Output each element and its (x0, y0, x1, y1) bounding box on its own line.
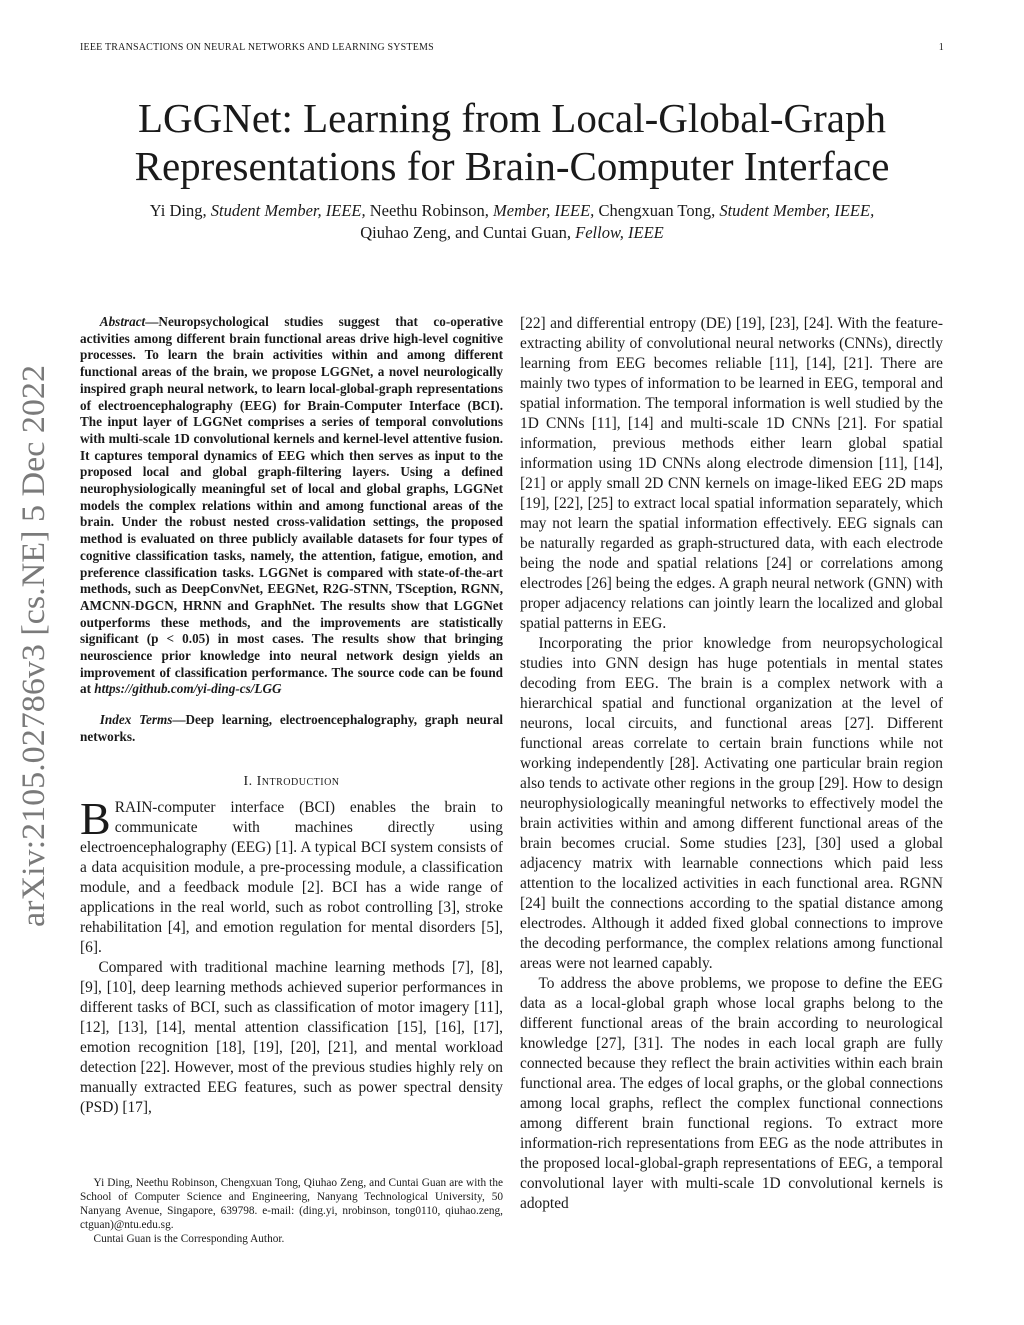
intro-paragraph-1 (80, 792, 503, 958)
footnotes (80, 1176, 503, 1246)
code-link[interactable]: https://github.com/yi-ding-cs/LGG (94, 681, 282, 697)
author-list (80, 200, 944, 244)
index-terms-text: —Deep learning, electroencephalography, graph neural networks. (80, 712, 503, 744)
arxiv-stamp-svg (6, 362, 64, 932)
affiliation-footnote: Yi Ding, Neethu Robinson, Chengxuan Tong, Qiuhao Zeng, and Cuntai Guan are with the School of Computer Science and Engineering, Nanyang Technological University, 50 Nanyang Avenue, Singapore, 639798. e-mail: (ding.yi, nrobinson, tong0110, qiuhao.zeng, ctguan)@ntu.edu.sg. (80, 1177, 503, 1231)
abstract (80, 314, 503, 698)
author-name: Yi Ding, (149, 201, 207, 220)
intro-paragraph-3: [22] and differential entropy (DE) [19], [23], [24]. With the feature-extracting ability of convolutional neural networks (CNNs), directly learning from EEG becomes reliable [11], [14], [21]. There are mainly two types of information to be learned in EEG, temporal and spatial information. The temporal information is well studied by the 1D CNNs [11], [14] and multi-scale 1D CNNs [21]. For spatial information, previous methods either learn global spatial information using 1D CNNs along electrode dimension [11], [14], [21] or apply small 2D CNN kernels on image-liked EEG 2D maps [19], [22], [25] to extract local spatial information separately, which may not learn the spatial information effectively. EEG signals can be naturally regarded as graph-structured data, with each electrode being the node and spatial relations [24] or correlations among electrodes [26] being the edges. A graph neural network (GNN) with proper adjacency relations can jointly learn the localized and global spatial patterns in EEG. (520, 315, 943, 632)
author-name: Neethu Robinson, (369, 201, 489, 220)
abstract-text: —Neuropsychological studies suggest that co-operative activities among different brain functional areas drive high-level cognitive processes. To learn the brain activities within and among different functional areas of the brain, we propose LGGNet, a novel neurologically inspired graph neural network, to learn local-global-graph representations of electroencephalography (EEG) for Brain-Computer Interface (BCI). The input layer of LGGNet comprises a series of temporal convolutions with multi-scale 1D convolutional kernels and kernel-level attentive fusion. It captures temporal dynamics of EEG which then serves as input to the proposed local and global graph-filtering layers. Using a defined neurophysiologically meaningful set of local and global graphs, LGGNet models the complex relations within and among functional areas of the brain. Under the robust nested cross-validation settings, the proposed method is evaluated on three publicly available datasets for four types of cognitive classification tasks, namely, the attention, fatigue, emotion, and preference classification tasks. LGGNet is compared with state-of-the-art methods, such as DeepConvNet, EEGNet, R2G-STNN, TSception, RGNN, AMCNN-DGCN, HRNN and GraphNet. The results show that LGGNet outperforms these methods, and the improvements are statistically significant (p < 0.05) in most cases. The results show that bringing neuroscience prior knowledge into neural network design yields an improvement of classification performance. The source code can be found at (80, 314, 503, 697)
right-column (520, 314, 943, 1214)
arxiv-id-text: arXiv:2105.02786v3 [cs.NE] 5 Dec 2022 (16, 382, 52, 927)
title-line-2: Representations for Brain-Computer Interface (134, 143, 890, 189)
running-head (80, 42, 944, 53)
corresponding-author-footnote: Cuntai Guan is the Corresponding Author. (93, 1233, 285, 1245)
author-affiliation-role: Fellow, IEEE (575, 223, 664, 242)
index-terms-lead: Index Terms (99, 712, 173, 728)
author-name: Qiuhao Zeng, and Cuntai Guan, (360, 223, 572, 242)
section-title: Introduction (256, 773, 340, 789)
author-affiliation-role: Member, IEEE, (493, 201, 595, 220)
intro-paragraph-2: Compared with traditional machine learning methods [7], [8], [9], [10], deep learning methods achieved superior performances in different tasks of BCI, such as classification of motor imagery [11], [12], [13], [14], mental attention classification [15], [16], [17], emotion recognition [18], [19], [20], [21], and mental workload detection [22]. However, most of the previous studies highly rely on manually extracted EEG features, such as power spectral density (PSD) [17], (80, 958, 503, 1116)
drop-cap: B (80, 792, 111, 844)
index-terms (80, 712, 503, 745)
title-line-1: LGGNet: Learning from Local-Global-Graph (138, 95, 886, 141)
paper-title (80, 94, 944, 190)
intro-paragraph-1-text: RAIN-computer interface (BCI) enables the brain to communicate with machines directly using electroencephalography (EEG) [1]. A typical BCI system consists of a data acquisition module, a pre-processing module, a classification module, and a feedback module [2]. BCI has a wide range of applications in the real world, such as robot controlling [3], stroke rehabilitation [4], and emotion regulation for mental disorders [5], [6]. (80, 798, 503, 956)
page-number: 1 (938, 42, 944, 53)
section-numeral: I. (243, 773, 257, 789)
intro-paragraph-5: To address the above problems, we propose to define the EEG data as a local-global graph whose local graphs belong to the different functional areas of the brain according to neurological knowledge [27], [31]. The nodes in each local graph are fully connected because they reflect the brain activities within each brain functional area. The edges of local graphs, or the global connections among local graphs, reflect the complex functional connections among different brain functional regions. To extract more information-rich representations from EEG as the node attributes in the proposed local-global-graph representations of EEG, a temporal convolutional layer with multi-scale 1D convolutional kernels is adopted (520, 975, 943, 1212)
author-name: Chengxuan Tong, (598, 201, 716, 220)
abstract-lead: Abstract (99, 314, 146, 329)
section-heading (80, 772, 503, 792)
author-affiliation-role: Student Member, IEEE, (210, 201, 366, 220)
left-column (80, 314, 503, 1118)
arxiv-stamp (6, 362, 64, 932)
journal-name: IEEE TRANSACTIONS ON NEURAL NETWORKS AND LEARNING SYSTEMS (80, 42, 434, 53)
author-affiliation-role: Student Member, IEEE, (719, 201, 875, 220)
intro-paragraph-4: Incorporating the prior knowledge from neuropsychological studies into GNN design has huge potentials in mental states decoding from EEG. The brain is a complex network with a hierarchical spatial and functional organization at the level of neurons, local circuits, and functional areas [27]. Different functional areas correlate to certain brain functions while not working independently [28]. Activating one particular brain region also tends to activate other regions in the group [29]. How to design neurophysiologically meaningful networks to effectively model the brain activities within and among different functional areas of the brain becomes crucial. Some studies [23], [30] used a global adjacency matrix with learnable connections which paid less attention to the localized activities in each functional area. RGNN [24] built the connections according to the spatial distance among electrodes. Although it added fixed global connections to improve the decoding performance, the complex relations among functional areas were not learned capably. (520, 635, 943, 972)
